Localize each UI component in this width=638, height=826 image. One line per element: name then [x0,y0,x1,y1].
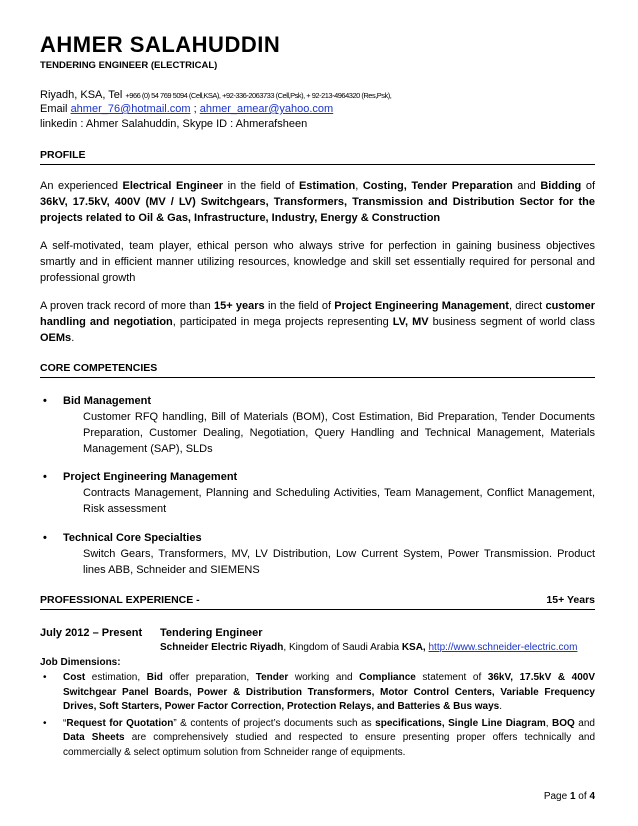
bold-text-run: Compliance [359,672,416,683]
bold-text-run: OEMs [40,332,72,344]
job-dimension-item [40,717,595,761]
bold-text-run: BOQ [552,717,575,729]
bold-text-run: 36kV, 17.5kV & 400V Switchgear Panel Boards, Power & Distribution Transformers, Motor Control Centers, Variable Frequency Drives, Soft Starters, Power Factor Correction, Protection Relays, and Batteries & Bus ways [63,672,595,712]
tel-numbers: +966 (0) 54 769 5094 (Cell,KSA), +92-336-2063733 (Cell,Psk), + 92-213-4964320 (Res,Psk), [125,91,392,100]
bold-text-run: Costing, Tender Preparation [362,180,513,192]
text-run: statement of [415,672,488,683]
text-run: . [499,701,503,712]
bold-text-run: 15+ years [213,300,265,312]
bold-text-run: Request for Quotation [66,717,174,729]
text-run: working and [288,672,360,683]
bullet-icon: • [43,532,47,544]
email-separator: ; [190,103,200,115]
text-run: offer preparation, [162,672,256,683]
bullet-icon: • [43,471,47,483]
job-dimension-text [63,672,595,712]
experience-heading [40,594,595,610]
core-item [40,469,595,517]
bold-text-run: 36kV, 17.5kV, 400V (MV / LV) Switchgears, Transformers, Transmission and Distribution Sector for the projects related to Oil & Gas, Infrastructure, Industry, Energy & Construction [40,196,595,224]
bold-text-run: Project Engineering Management [334,300,509,312]
text-run: , participated in mega projects representing [172,316,393,328]
tel-label: Tel [108,89,126,101]
text-run: in the field of [264,300,335,312]
text-run: An experienced [40,180,123,192]
bold-text-run: LV, MV [392,316,429,328]
core-item-title: Bid Management [63,395,152,407]
page-number: 1 [569,791,576,802]
candidate-title: TENDERING ENGINEER (ELECTRICAL) [40,60,218,71]
bold-text-run: Tender [255,672,289,683]
bold-text-run: Electrical Engineer [122,180,224,192]
bold-text-run: Cost [63,672,86,683]
candidate-name: AHMER SALAHUDDIN [40,32,281,57]
core-item-body: Contracts Management, Planning and Scheduling Activities, Team Management, Conflict Management, Risk assessment [83,487,595,515]
bold-text-run: specifications, Single Line Diagram [375,717,546,729]
bullet-icon: • [43,672,47,683]
job-company-line [160,641,577,655]
email-link-2[interactable]: ahmer_amear@yahoo.com [199,103,334,115]
profile-paragraph-1 [40,178,595,226]
linkedin-line: linkedin : Ahmer Salahuddin, Skype ID : Ahmerafsheen [40,118,308,130]
profile-paragraph-3 [40,298,595,346]
job-dimension-text [63,718,595,758]
core-item [40,393,595,457]
job-header [40,625,595,641]
core-item-title: Project Engineering Management [63,471,238,483]
company-name: Schneider Electric Riyadh [160,642,284,653]
text-run: “ [63,717,67,729]
page-total: 4 [589,791,595,802]
experience-years: 15+ Years [546,594,595,606]
job-dimension-item [40,671,595,715]
text-run: ” & contents of project’s documents such as [173,717,376,729]
job-title: Tendering Engineer [160,627,263,639]
core-item-title: Technical Core Specialties [63,532,202,544]
page-prefix: Page [543,791,570,802]
core-competencies-heading: CORE COMPETENCIES [40,362,595,378]
experience-heading-label: PROFESSIONAL EXPERIENCE - [40,594,200,606]
profile-paragraph-2: A self-motivated, team player, ethical person who always strive for perfection in gaining business objectives smartly and in efficient manner utilizing resources, knowledge and skill set essentially required for personal and professional growth [40,240,595,284]
company-location: , Kingdom of Saudi Arabia [283,642,402,653]
core-item-body: Customer RFQ handling, Bill of Materials (BOM), Cost Estimation, Bid Preparation, Tender Documents Preparation, Customer Dealing, Negotiation, Query Handling and Technical Management, Materials Management (SAP), SLDs [83,411,595,455]
email-link-1[interactable]: ahmer_76@hotmail.com [70,103,191,115]
text-run: estimation, [85,672,147,683]
core-item-body: Switch Gears, Transformers, MV, LV Distribution, Low Current System, Power Transmission. Product lines ABB, Schneider and SIEMENS [83,548,595,576]
bold-text-run: Bidding [540,180,582,192]
text-run: . [71,332,75,344]
text-run: , direct [508,300,546,312]
text-run: A proven track record of more than [40,300,214,312]
email-label: Email [40,103,71,115]
job-dimensions-heading: Job Dimensions: [40,657,121,668]
text-run: and [512,180,541,192]
bold-text-run: Data Sheets [63,732,125,743]
job-date: July 2012 – Present [40,627,143,639]
company-url-link[interactable]: http://www.schneider-electric.com [428,642,578,653]
text-run: are comprehensively studied and respected to ensure presenting proper offers technically and commercially & select optimum solution from Schneider range of equipments. [63,732,596,758]
text-run: and [574,717,595,729]
phone-line [40,88,391,103]
profile-heading: PROFILE [40,149,595,165]
job-dimensions-list [40,671,595,762]
location: Riyadh, KSA, [40,89,109,101]
bold-text-run: Bid [146,672,163,683]
page-footer [544,791,595,802]
page-of: of [575,791,590,802]
text-run: , [355,180,363,192]
company-country: KSA, [401,642,426,653]
bold-text-run: customer handling and negotiation [40,300,595,328]
core-item [40,530,595,578]
text-run: , [545,717,553,729]
bullet-icon: • [43,395,47,407]
text-run: of [581,180,596,192]
bold-text-run: Estimation [298,180,356,192]
email-line [40,102,333,117]
text-run: business segment of world class [428,316,595,328]
text-run: in the field of [223,180,299,192]
bullet-icon: • [43,717,47,729]
